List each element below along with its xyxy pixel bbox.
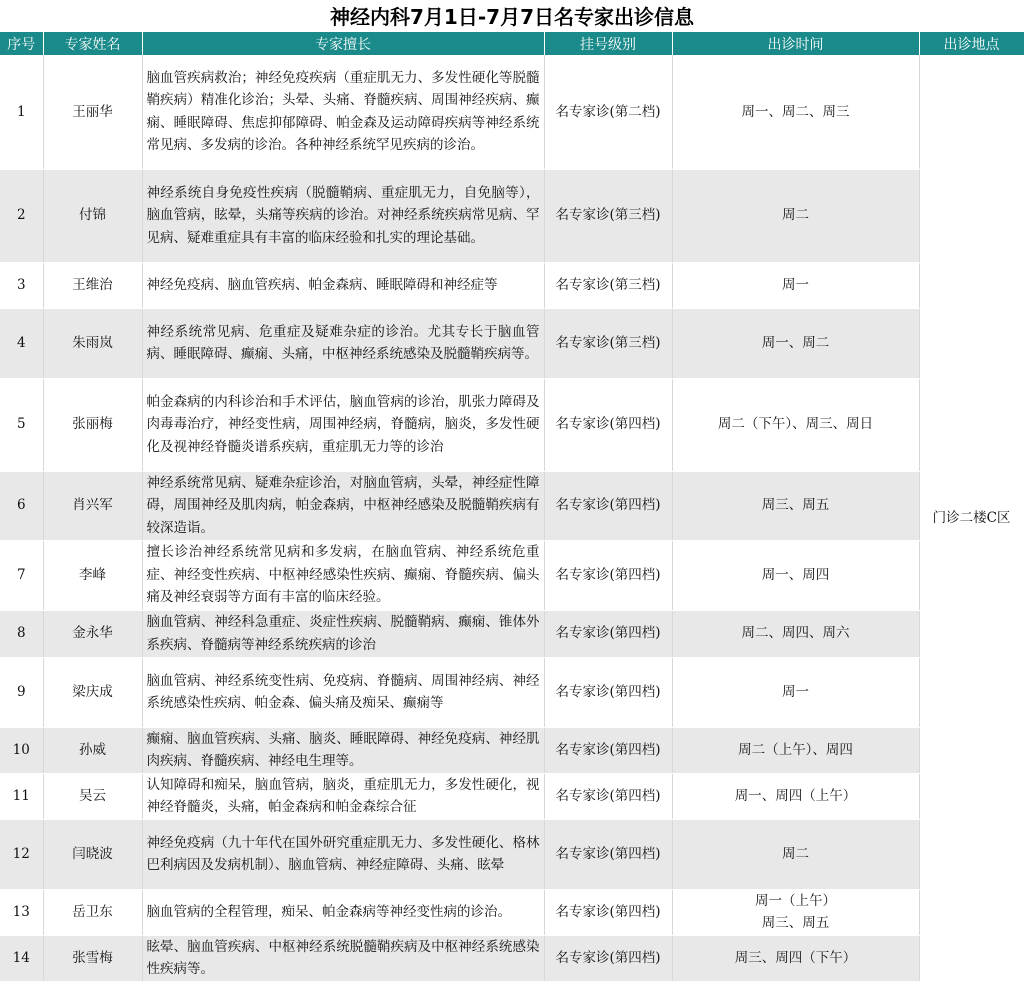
cell-no: 3 <box>0 262 43 308</box>
cell-specialty: 神经免疫病、脑血管疾病、帕金森病、睡眠障碍和神经症等 <box>142 262 544 308</box>
header-specialty: 专家擅长 <box>142 32 544 55</box>
cell-no: 12 <box>0 819 43 889</box>
cell-level: 名专家诊(第四档) <box>544 471 672 540</box>
cell-specialty: 神经系统常见病、疑难杂症诊治，对脑血管病，头晕，神经症性障碍，周围神经及肌肉病，帕金森病，中枢神经感染及脱髓鞘疾病有较深造诣。 <box>142 471 544 540</box>
cell-time <box>672 819 919 889</box>
time-line: 周一、周四（上午） <box>734 787 857 804</box>
time-line: 周二（下午）、周三、周日 <box>717 416 874 433</box>
time-line: 周一、周二 <box>761 334 830 351</box>
cell-specialty: 认知障碍和痴呆，脑血管病，脑炎，重症肌无力，多发性硬化，视神经脊髓炎，头痛，帕金森病和帕金森综合征 <box>142 773 544 819</box>
cell-name: 吴云 <box>43 773 142 819</box>
cell-name: 肖兴军 <box>43 471 142 540</box>
cell-time <box>672 935 919 981</box>
time-line: 周三、周五 <box>761 497 830 514</box>
cell-name: 闫晓波 <box>43 819 142 889</box>
table-row <box>0 727 1024 773</box>
time-line: 周三、周五 <box>761 915 830 931</box>
cell-level: 名专家诊(第三档) <box>544 262 672 308</box>
cell-specialty: 脑血管病、神经科急重症、炎症性疾病、脱髓鞘病、癫痫、锥体外系疾病、脊髓病等神经系统疾病的诊治 <box>142 610 544 657</box>
cell-level: 名专家诊(第三档) <box>544 169 672 262</box>
cell-time <box>672 773 919 819</box>
cell-time <box>672 262 919 308</box>
cell-name: 金永华 <box>43 610 142 657</box>
cell-specialty: 脑血管病、神经系统变性病、免疫病、脊髓病、周围神经病、神经系统感染性疾病、帕金森、偏头痛及痴呆、癫痫等 <box>142 657 544 727</box>
cell-specialty: 癫痫、脑血管疾病、头痛、脑炎、睡眠障碍、神经免疫病、神经肌肉疾病、脊髓疾病、神经电生理等。 <box>142 727 544 773</box>
cell-name: 张丽梅 <box>43 378 142 471</box>
schedule-table <box>0 32 1024 982</box>
time-line: 周三、周四（下午） <box>734 949 857 966</box>
cell-level: 名专家诊(第四档) <box>544 727 672 773</box>
cell-no: 8 <box>0 610 43 657</box>
cell-location: 门诊二楼C区 <box>919 55 1024 981</box>
cell-specialty: 脑血管病的全程管理，痴呆、帕金森病等神经变性病的诊治。 <box>142 889 544 935</box>
time-line: 周一 <box>782 276 809 293</box>
cell-time <box>672 657 919 727</box>
cell-no: 1 <box>0 55 43 169</box>
cell-no: 7 <box>0 540 43 610</box>
table-row <box>0 819 1024 889</box>
cell-level: 名专家诊(第四档) <box>544 935 672 981</box>
table-body <box>0 55 1024 981</box>
cell-no: 4 <box>0 308 43 378</box>
cell-specialty: 神经免疫病（九十年代在国外研究重症肌无力、多发性硬化、格林巴利病因及发病机制）、脑血管病、神经症障碍、头痛、眩晕 <box>142 819 544 889</box>
cell-level: 名专家诊(第四档) <box>544 889 672 935</box>
cell-level: 名专家诊(第四档) <box>544 819 672 889</box>
cell-no: 10 <box>0 727 43 773</box>
time-line: 周二 <box>782 207 809 224</box>
table-row <box>0 471 1024 540</box>
cell-specialty: 神经系统自身免疫性疾病（脱髓鞘病、重症肌无力，自免脑等），脑血管病，眩晕，头痛等疾病的诊治。对神经系统疾病常见病、罕见病、疑难重症具有丰富的临床经验和扎实的理论基础。 <box>142 169 544 262</box>
cell-no: 11 <box>0 773 43 819</box>
table-row <box>0 262 1024 308</box>
cell-name: 梁庆成 <box>43 657 142 727</box>
header-location: 出诊地点 <box>919 32 1024 55</box>
cell-name: 岳卫东 <box>43 889 142 935</box>
cell-time <box>672 727 919 773</box>
cell-no: 2 <box>0 169 43 262</box>
cell-name: 付锦 <box>43 169 142 262</box>
header-time: 出诊时间 <box>672 32 919 55</box>
cell-no: 13 <box>0 889 43 935</box>
table-row <box>0 657 1024 727</box>
time-line: 周二 <box>782 845 809 862</box>
cell-level: 名专家诊(第四档) <box>544 540 672 610</box>
table-row <box>0 610 1024 657</box>
table-row <box>0 378 1024 471</box>
cell-specialty: 眩晕、脑血管疾病、中枢神经系统脱髓鞘疾病及中枢神经系统感染性疾病等。 <box>142 935 544 981</box>
table-row <box>0 55 1024 169</box>
cell-level: 名专家诊(第四档) <box>544 657 672 727</box>
cell-no: 5 <box>0 378 43 471</box>
page-title: 神经内科7月1日-7月7日名专家出诊信息 <box>330 5 694 29</box>
cell-name: 张雪梅 <box>43 935 142 981</box>
table-row <box>0 540 1024 610</box>
header-name: 专家姓名 <box>43 32 142 55</box>
header-level: 挂号级别 <box>544 32 672 55</box>
cell-time <box>672 378 919 471</box>
cell-no: 9 <box>0 657 43 727</box>
time-line: 周一 <box>782 683 809 700</box>
cell-time <box>672 540 919 610</box>
cell-time <box>672 308 919 378</box>
time-line: 周一（上午） <box>755 892 836 909</box>
table-row <box>0 889 1024 935</box>
table-row <box>0 169 1024 262</box>
cell-level: 名专家诊(第四档) <box>544 378 672 471</box>
cell-time <box>672 610 919 657</box>
cell-name: 朱雨岚 <box>43 308 142 378</box>
time-line: 周二、周四、周六 <box>741 625 850 642</box>
table-header-row <box>0 32 1024 55</box>
table-row <box>0 935 1024 981</box>
table-row <box>0 773 1024 819</box>
cell-time <box>672 889 919 935</box>
time-line: 周一、周二、周三 <box>741 103 850 120</box>
cell-specialty: 帕金森病的内科诊治和手术评估，脑血管病的诊治，肌张力障碍及肉毒毒治疗，神经变性病，周围神经病，脊髓病，脑炎，多发性硬化及视神经脊髓炎谱系疾病，重症肌无力等的诊治 <box>142 378 544 471</box>
cell-specialty: 擅长诊治神经系统常见病和多发病，在脑血管病、神经系统危重症、神经变性疾病、中枢神经感染性疾病、癫痫、脊髓疾病、偏头痛及神经衰弱等方面有丰富的临床经验。 <box>142 540 544 610</box>
cell-level: 名专家诊(第四档) <box>544 773 672 819</box>
cell-name: 王维治 <box>43 262 142 308</box>
table-row <box>0 308 1024 378</box>
cell-level: 名专家诊(第四档) <box>544 610 672 657</box>
cell-name: 王丽华 <box>43 55 142 169</box>
time-line: 周二（上午）、周四 <box>738 741 853 758</box>
cell-time <box>672 169 919 262</box>
header-no: 序号 <box>0 32 43 55</box>
cell-level: 名专家诊(第三档) <box>544 308 672 378</box>
cell-no: 6 <box>0 471 43 540</box>
cell-time <box>672 471 919 540</box>
cell-level: 名专家诊(第二档) <box>544 55 672 169</box>
cell-time <box>672 55 919 169</box>
cell-name: 李峰 <box>43 540 142 610</box>
time-line: 周一、周四 <box>761 566 830 583</box>
cell-name: 孙威 <box>43 727 142 773</box>
cell-specialty: 脑血管疾病救治；神经免疫疾病（重症肌无力、多发性硬化等脱髓鞘疾病）精准化诊治；头晕、头痛、脊髓疾病、周围神经疾病、癫痫、睡眠障碍、焦虑抑郁障碍、帕金森及运动障碍疾病等神经系统常见病、多发病的诊治。各种神经系统罕见疾病的诊治。 <box>142 55 544 169</box>
cell-no: 14 <box>0 935 43 981</box>
cell-specialty: 神经系统常见病、危重症及疑难杂症的诊治。尤其专长于脑血管病、睡眠障碍、癫痫、头痛，中枢神经系统感染及脱髓鞘疾病等。 <box>142 308 544 378</box>
